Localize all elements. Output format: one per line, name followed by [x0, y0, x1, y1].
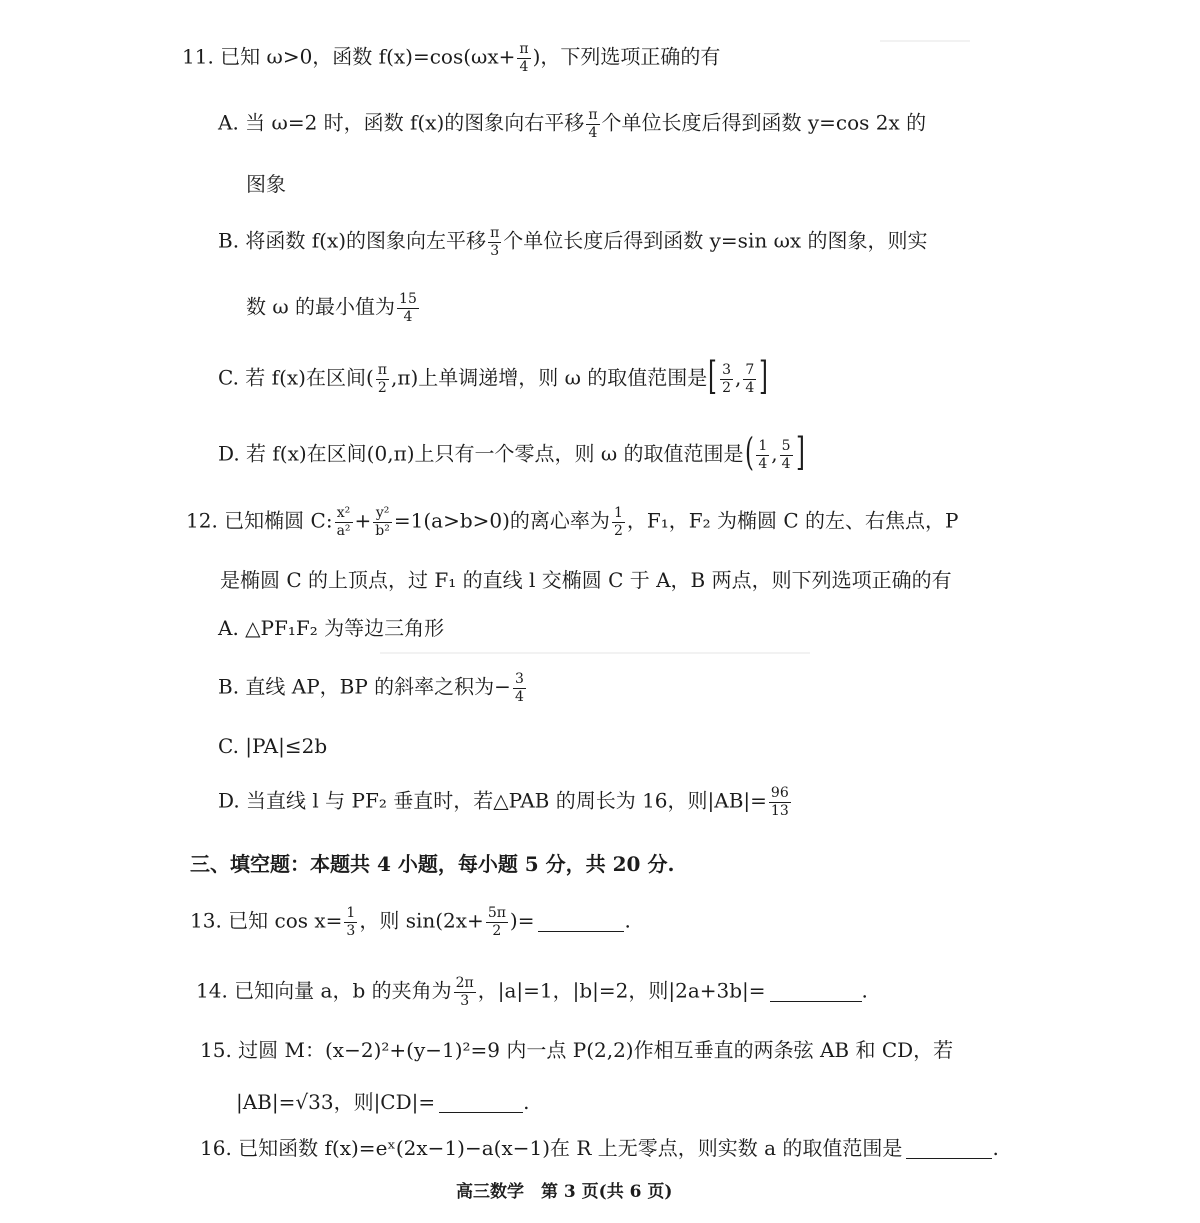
right-bracket: ] — [759, 354, 769, 398]
fraction-denominator: b² — [375, 522, 390, 539]
q11-option-d-text: D. 若 f(x)在区间(0,π)上只有一个零点，则 ω 的取值范围是 — [218, 441, 744, 466]
fraction-denominator: 4 — [519, 58, 529, 75]
q11-option-d-range-low — [756, 439, 769, 471]
q11-option-c-range-high — [743, 363, 756, 395]
q12-fraction-e — [612, 506, 625, 538]
q13-fraction-1 — [344, 906, 357, 938]
q15: 15. 过圆 M：(x−2)²+(y−1)²=9 内一点 P(2,2)作相互垂直的两条弦 AB 和 CD，若 — [200, 1038, 954, 1062]
q13-text-c: )= — [509, 908, 535, 933]
fraction-numerator: π — [377, 361, 387, 378]
left-bracket: [ — [708, 354, 718, 398]
q12-stem-text-b: =1(a>b>0)的离心率为 — [393, 508, 610, 533]
left-paren: ( — [744, 430, 754, 474]
fraction-numerator: 7 — [745, 361, 755, 378]
q11-stem-text-a: 11. 已知 ω>0，函数 f(x)=cos(ωx+ — [182, 44, 516, 69]
fraction-numerator: x² — [335, 506, 353, 523]
q15-text-b: |AB|=√33，则|CD|= — [236, 1090, 436, 1114]
period: . — [523, 1090, 530, 1114]
q16 — [200, 1138, 999, 1159]
period: . — [992, 1136, 999, 1160]
q11-option-b-cont — [246, 292, 421, 324]
comma: , — [735, 365, 742, 390]
q13-fraction-2 — [486, 906, 508, 938]
q15-answer-blank[interactable] — [439, 1094, 523, 1113]
q11-stem — [182, 42, 720, 74]
page-footer: 高三数学 第 3 页(共 6 页) — [456, 1182, 673, 1202]
q14-answer-blank[interactable] — [770, 983, 862, 1002]
fraction-numerator: 1 — [758, 437, 768, 454]
fraction-numerator: 15 — [399, 291, 417, 307]
q13-text-b: ，则 sin(2x+ — [359, 908, 484, 933]
section-heading: 三、填空题：本题共 4 小题，每小题 5 分，共 20 分. — [190, 852, 675, 876]
fraction-denominator: 3 — [346, 922, 356, 939]
fraction-denominator: 2 — [377, 379, 387, 396]
fraction-denominator: 4 — [514, 688, 524, 705]
q16-text: 16. 已知函数 f(x)=eˣ(2x−1)−a(x−1)在 R 上无零点，则实数 a 的取值范围是 — [200, 1136, 903, 1160]
fraction-numerator: π — [519, 41, 529, 57]
fraction-denominator: 4 — [758, 455, 768, 472]
scan-noise — [880, 40, 970, 42]
q11-option-c — [218, 354, 769, 398]
fraction-denominator: 4 — [588, 124, 598, 141]
q11-option-a-fraction — [586, 108, 599, 140]
fraction-denominator: a² — [336, 522, 351, 539]
q11-option-c-text-b: ,π)上单调递增，则 ω 的取值范围是 — [390, 365, 708, 390]
q11-stem-fraction — [517, 42, 530, 74]
period: . — [861, 978, 868, 1003]
fraction-denominator: 3 — [490, 242, 500, 259]
q13-answer-blank[interactable] — [538, 913, 624, 932]
q12-option-d-text: D. 当直线 l 与 PF₂ 垂直时，若△PAB 的周长为 16，则|AB|= — [218, 788, 767, 813]
q15-cont — [236, 1092, 530, 1113]
q14 — [196, 976, 868, 1008]
q13-text-a: 13. 已知 cos x= — [190, 908, 343, 933]
q11-option-b-text-c: 数 ω 的最小值为 — [246, 294, 396, 319]
q11-option-c-fraction — [376, 363, 389, 395]
q11-option-c-text: C. 若 f(x)在区间( — [218, 365, 374, 390]
fraction-numerator: 5π — [487, 905, 506, 921]
fraction-numerator: 1 — [346, 905, 356, 921]
fraction-denominator: 13 — [770, 802, 789, 819]
fraction-numerator: 2π — [455, 975, 474, 991]
q12-option-d-fraction — [769, 786, 791, 818]
period: . — [624, 908, 631, 933]
q12-option-b-fraction — [513, 672, 526, 704]
q11-option-b-text: B. 将函数 f(x)的图象向左平移 — [218, 228, 487, 253]
right-bracket: ] — [795, 430, 805, 474]
q16-answer-blank[interactable] — [906, 1140, 992, 1159]
q11-option-b — [218, 226, 928, 258]
q11-option-b-fraction — [488, 226, 501, 258]
q14-text-a: 14. 已知向量 a，b 的夹角为 — [196, 978, 452, 1003]
q12-stem — [186, 506, 958, 538]
fraction-denominator: 4 — [745, 379, 755, 396]
q11-option-c-range-low — [720, 363, 733, 395]
fraction-denominator: 2 — [492, 922, 502, 939]
q14-text-b: ，|a|=1，|b|=2，则|2a+3b|= — [477, 978, 766, 1003]
fraction-denominator: 3 — [460, 992, 470, 1009]
fraction-numerator: 5 — [781, 437, 791, 454]
q12-option-d — [218, 786, 793, 818]
fraction-denominator: 4 — [403, 308, 413, 325]
q11-option-a-text-b: 个单位长度后得到函数 y=cos 2x 的 — [601, 110, 927, 135]
q12-fraction-y — [373, 506, 392, 538]
plus-sign: + — [354, 508, 372, 533]
comma: , — [771, 441, 778, 466]
fraction-numerator: y² — [373, 506, 392, 523]
q11-option-a-cont: 图象 — [246, 172, 286, 196]
q11-option-b-text-b: 个单位长度后得到函数 y=sin ωx 的图象，则实 — [503, 228, 928, 253]
q11-option-a — [218, 108, 926, 140]
q12-option-b-text: B. 直线 AP，BP 的斜率之积为− — [218, 674, 511, 699]
fraction-denominator: 4 — [781, 455, 791, 472]
q12-stem-text-a: 12. 已知椭圆 C: — [186, 508, 333, 533]
fraction-numerator: 96 — [770, 785, 789, 801]
q11-option-d-range-high — [780, 439, 793, 471]
q11-option-b-fraction-2 — [397, 292, 419, 324]
q11-option-d — [218, 430, 805, 474]
q12-option-b — [218, 672, 528, 704]
q12-option-c: C. |PA|≤2b — [218, 734, 328, 758]
q12-fraction-x — [335, 506, 353, 538]
fraction-numerator: 1 — [613, 505, 623, 521]
scan-noise — [380, 652, 810, 654]
q13 — [190, 906, 631, 938]
fraction-numerator: π — [490, 225, 500, 241]
fraction-denominator: 2 — [613, 522, 623, 539]
q12-stem-cont: 是椭圆 C 的上顶点，过 F₁ 的直线 l 交椭圆 C 于 A，B 两点，则下列选项正确的有 — [220, 568, 952, 592]
fraction-numerator: 3 — [722, 361, 732, 378]
q12-stem-text-c: ，F₁，F₂ 为椭圆 C 的左、右焦点，P — [626, 508, 959, 533]
q14-fraction — [454, 976, 476, 1008]
q11-option-a-text: A. 当 ω=2 时，函数 f(x)的图象向右平移 — [218, 110, 585, 135]
q12-option-a: A. △PF₁F₂ 为等边三角形 — [218, 616, 445, 640]
fraction-numerator: 3 — [514, 671, 524, 687]
q11-stem-text-b: )，下列选项正确的有 — [532, 44, 721, 69]
fraction-denominator: 2 — [722, 379, 732, 396]
fraction-numerator: π — [588, 107, 598, 123]
